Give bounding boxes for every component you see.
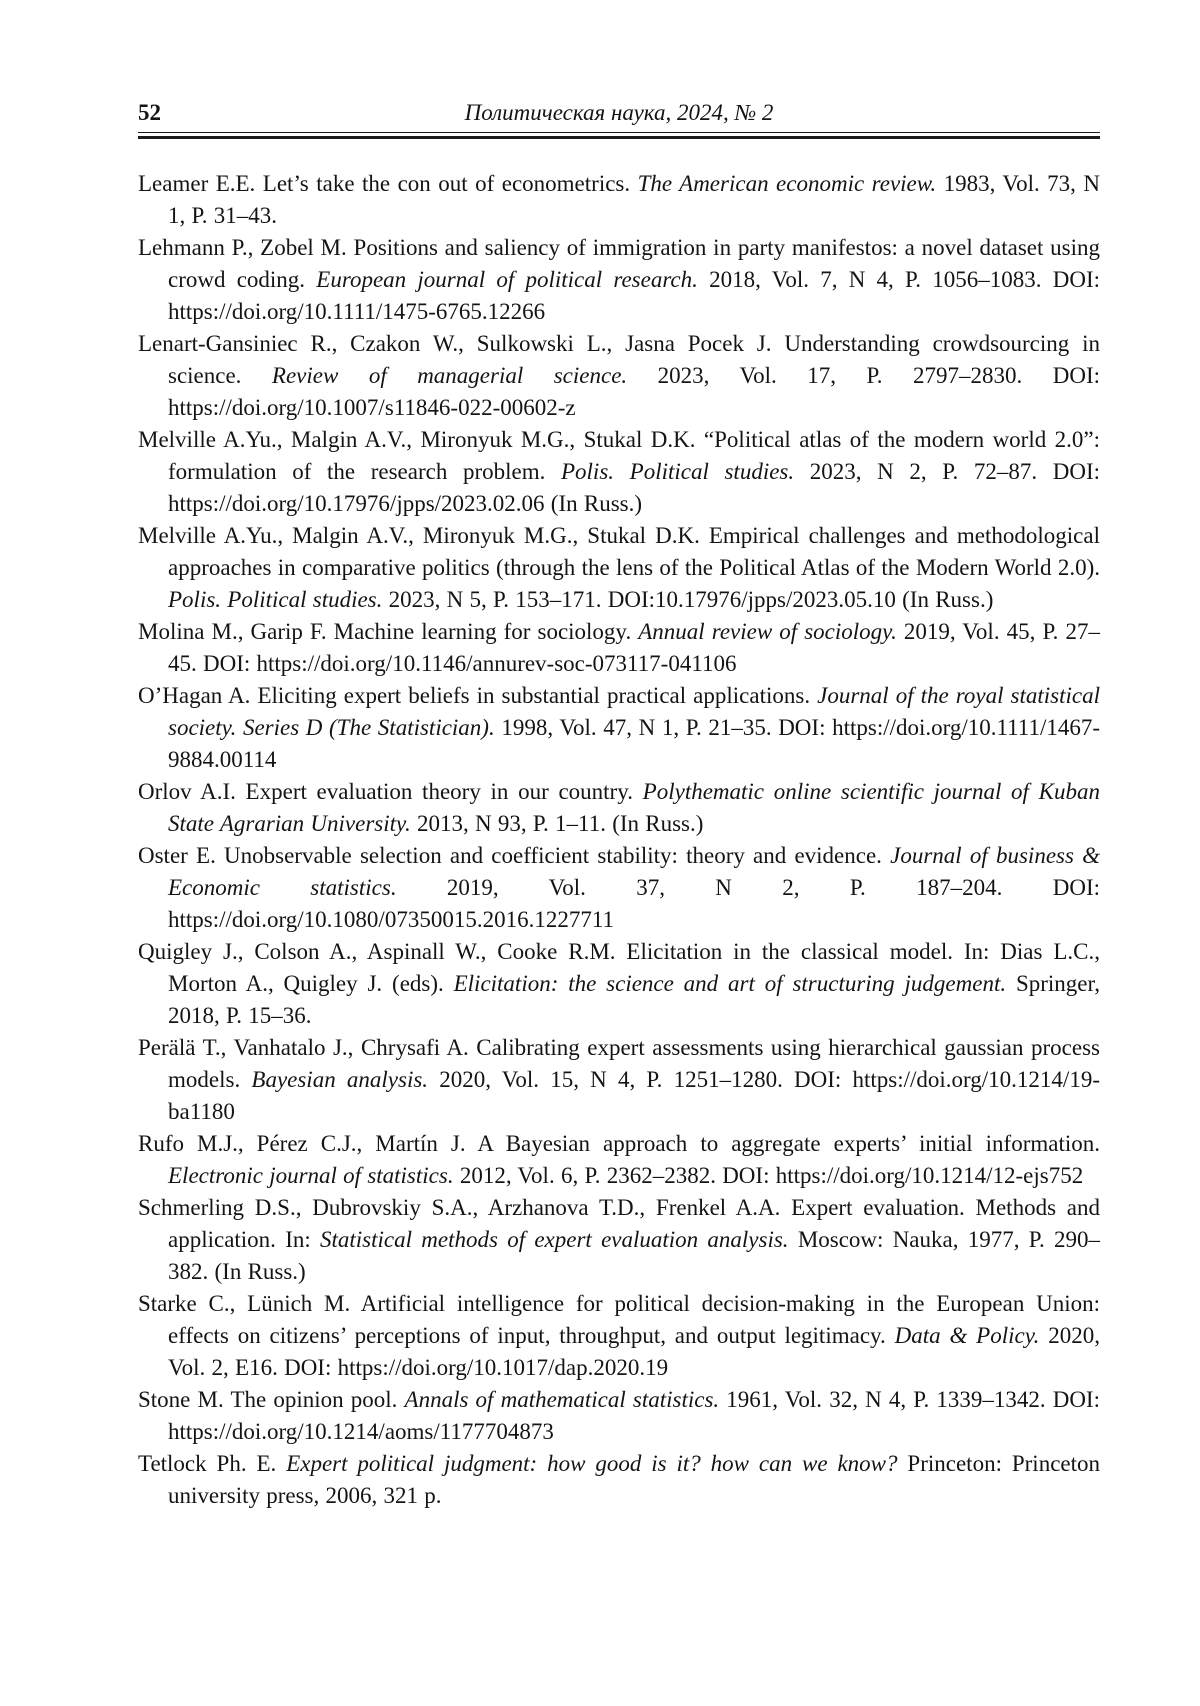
reference-item	[138, 520, 1100, 616]
reference-item	[138, 1032, 1100, 1128]
reference-text: Tetlock Ph. E.	[138, 1451, 287, 1476]
reference-item	[138, 680, 1100, 776]
reference-item	[138, 1448, 1100, 1512]
running-title: Политическая наука, 2024, № 2	[464, 100, 774, 125]
reference-text: Lehmann P., Zobel M. Positions and saliency of immigration in party manifestos: a novel dataset using crowd coding.	[138, 235, 1100, 292]
reference-text: Starke C., Lünich M. Artificial intelligence for political decision-making in the European Union: effects on citizens’ perceptions of input, throughput, and output legitimacy.	[138, 1291, 1100, 1348]
reference-item	[138, 1384, 1100, 1448]
reference-journal-title: Expert political judgment: how good is it? how can we know?	[286, 1451, 898, 1476]
reference-text: Melville A.Yu., Malgin A.V., Mironyuk M.G., Stukal D.K. Empirical challenges and methodological approaches in comparative politics (through the lens of the Political Atlas of the Modern World 2.0).	[138, 523, 1100, 580]
reference-journal-title: Data & Policy.	[894, 1323, 1040, 1348]
reference-text: 2012, Vol. 6, P. 2362–2382. DOI: https://doi.org/10.1214/12-ejs752	[453, 1163, 1084, 1188]
reference-journal-title: Journal of the royal statistical society. Series D (The Statistician).	[168, 683, 1100, 740]
reference-journal-title: Statistical methods of expert evaluation analysis.	[320, 1227, 789, 1252]
reference-text: Princeton: Princeton university press, 2006, 321 p.	[168, 1451, 1100, 1508]
reference-journal-title: Bayesian analysis.	[251, 1067, 429, 1092]
reference-journal-title: Polis. Political studies.	[560, 459, 795, 484]
reference-item	[138, 1192, 1100, 1288]
reference-text: 1961, Vol. 32, N 4, P. 1339–1342. DOI: https://doi.org/10.1214/aoms/1177704873	[168, 1387, 1100, 1444]
reference-journal-title: The American economic review.	[637, 171, 937, 196]
reference-journal-title: European journal of political research.	[316, 267, 698, 292]
reference-text: 2019, Vol. 37, N 2, P. 187–204. DOI: https://doi.org/10.1080/07350015.2016.1227711	[168, 875, 1100, 932]
reference-text: 2018, Vol. 7, N 4, P. 1056–1083. DOI: https://doi.org/10.1111/1475-6765.12266	[168, 267, 1100, 324]
reference-journal-title: Annual review of sociology.	[638, 619, 897, 644]
header-rule	[138, 136, 1100, 139]
reference-item	[138, 1288, 1100, 1384]
reference-journal-title: Polythematic online scientific journal of Kuban State Agrarian University.	[168, 779, 1100, 836]
reference-item	[138, 424, 1100, 520]
page-header	[138, 98, 1100, 133]
reference-text: Quigley J., Colson A., Aspinall W., Cooke R.M. Elicitation in the classical model. In: Dias L.C., Morton A., Quigley J. (eds).	[138, 939, 1100, 996]
reference-text: Melville A.Yu., Malgin A.V., Mironyuk M.G., Stukal D.K. “Political atlas of the modern world 2.0”: formulation of the research problem.	[138, 427, 1100, 484]
reference-journal-title: Elicitation: the science and art of structuring judgement.	[453, 971, 1007, 996]
reference-text: O’Hagan A. Eliciting expert beliefs in substantial practical applications.	[138, 683, 818, 708]
reference-text: Rufo M.J., Pérez C.J., Martín J. A Bayesian approach to aggregate experts’ initial information.	[138, 1131, 1100, 1156]
page-content	[138, 98, 1100, 1512]
reference-text: 2019, Vol. 45, P. 27–45. DOI: https://doi.org/10.1146/annurev-soc-073117-041106	[168, 619, 1100, 676]
reference-text: Stone M. The opinion pool.	[138, 1387, 405, 1412]
reference-text: Schmerling D.S., Dubrovskiy S.A., Arzhanova T.D., Frenkel A.A. Expert evaluation. Methods and application. In:	[138, 1195, 1100, 1252]
reference-text: 2023, Vol. 17, P. 2797–2830. DOI: https://doi.org/10.1007/s11846-022-00602-z	[168, 363, 1100, 420]
reference-text: 2020, Vol. 2, E16. DOI: https://doi.org/10.1017/dap.2020.19	[168, 1323, 1101, 1380]
references-list	[138, 168, 1100, 1512]
reference-text: 2023, N 2, P. 72–87. DOI: https://doi.org/10.17976/jpps/2023.02.06 (In Russ.)	[168, 459, 1100, 516]
reference-text: 2023, N 5, P. 153–171. DOI:10.17976/jpps/2023.05.10 (In Russ.)	[382, 587, 994, 612]
reference-item	[138, 616, 1100, 680]
reference-item	[138, 840, 1100, 936]
reference-item	[138, 328, 1100, 424]
reference-text: 1998, Vol. 47, N 1, P. 21–35. DOI: https://doi.org/10.1111/1467-9884.00114	[168, 715, 1101, 772]
reference-journal-title: Polis. Political studies.	[168, 587, 383, 612]
reference-text: Leamer E.E. Let’s take the con out of econometrics.	[138, 171, 638, 196]
reference-item	[138, 936, 1100, 1032]
reference-text: 2013, N 93, P. 1–11. (In Russ.)	[410, 811, 704, 836]
page-number: 52	[138, 100, 161, 125]
reference-item	[138, 1128, 1100, 1192]
reference-text: Springer, 2018, P. 15–36.	[168, 971, 1100, 1028]
reference-text: Orlov A.I. Expert evaluation theory in our country.	[138, 779, 643, 804]
reference-text: Oster E. Unobservable selection and coefficient stability: theory and evidence.	[138, 843, 891, 868]
reference-journal-title: Electronic journal of statistics.	[168, 1163, 454, 1188]
reference-journal-title: Review of managerial science.	[271, 363, 628, 388]
reference-text: 1983, Vol. 73, N 1, P. 31–43.	[168, 171, 1101, 228]
reference-journal-title: Journal of business & Economic statistics.	[168, 843, 1101, 900]
reference-text: Lenart-Gansiniec R., Czakon W., Sulkowski L., Jasna Pocek J. Understanding crowdsourcing in science.	[138, 331, 1100, 388]
reference-item	[138, 776, 1100, 840]
reference-text: Perälä T., Vanhatalo J., Chrysafi A. Calibrating expert assessments using hierarchical gaussian process models.	[138, 1035, 1100, 1092]
reference-text: Moscow: Nauka, 1977, P. 290–382. (In Russ.)	[168, 1227, 1100, 1284]
reference-text: Molina M., Garip F. Machine learning for sociology.	[138, 619, 639, 644]
reference-item	[138, 168, 1100, 232]
reference-text: 2020, Vol. 15, N 4, P. 1251–1280. DOI: https://doi.org/10.1214/19-ba1180	[168, 1067, 1100, 1124]
reference-journal-title: Annals of mathematical statistics.	[404, 1387, 720, 1412]
reference-item	[138, 232, 1100, 328]
